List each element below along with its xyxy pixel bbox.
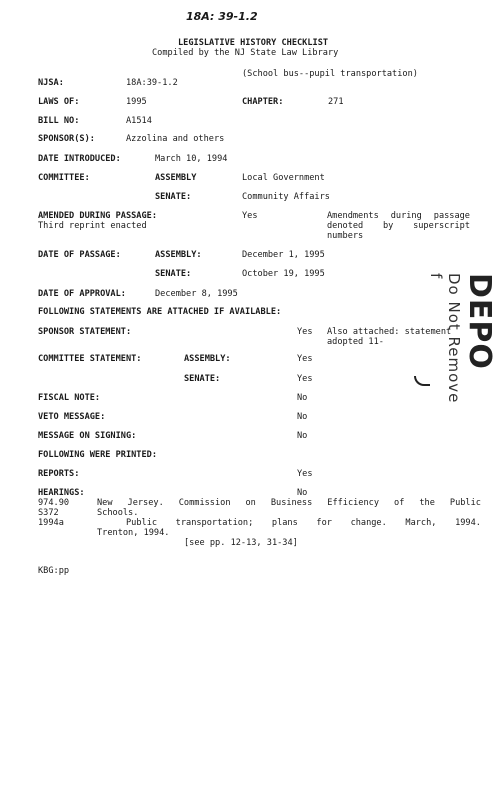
citation-word: Public: [449, 498, 481, 508]
citation-word: change.: [350, 518, 387, 528]
citation-word: Public: [126, 518, 158, 528]
call-number-1: 974.90: [38, 498, 70, 508]
initials: KBG:pp: [38, 566, 70, 576]
reports-value: Yes: [297, 469, 313, 479]
bill-label: BILL NO:: [38, 116, 80, 126]
page-subtitle: Compiled by the NJ State Law Library: [152, 48, 339, 58]
reports-label: REPORTS:: [38, 469, 80, 479]
njsa-value: 18A:39-1.2: [126, 78, 178, 88]
attached-heading: FOLLOWING STATEMENTS ARE ATTACHED IF AVAILABLE:: [38, 307, 282, 317]
amend-note-line-2: [327, 221, 470, 231]
bill-value: A1514: [126, 116, 152, 126]
committee-statement-assembly-label: ASSEMBLY:: [184, 354, 231, 364]
chapter-value: 271: [328, 97, 344, 107]
hearings-label: HEARINGS:: [38, 488, 85, 498]
amend-note-line-1: [327, 211, 470, 221]
hearing-pages: [see pp. 12-13, 31-34]: [184, 538, 298, 548]
sponsor-statement-note-2: adopted 11-: [327, 337, 384, 347]
citation-word: Jersey.: [127, 498, 164, 508]
page-title: LEGISLATIVE HISTORY CHECKLIST: [178, 38, 329, 48]
hearing-citation-line-2: Schools.: [97, 508, 139, 518]
committee-statement-assembly-value: Yes: [297, 354, 313, 364]
stamp-text-depo: DEPO: [462, 273, 497, 370]
sponsor-label: SPONSOR(S):: [38, 134, 95, 144]
amend-word: passage: [433, 211, 470, 221]
sponsor-statement-label: SPONSOR STATEMENT:: [38, 327, 132, 337]
committee-statement-senate-label: SENATE:: [184, 374, 221, 384]
introduced-label: DATE INTRODUCED:: [38, 154, 121, 164]
sponsor-statement-note: Also attached: statement: [327, 327, 452, 337]
signing-message-value: No: [297, 431, 308, 441]
depository-stamp: [347, 273, 497, 413]
handwritten-reference: 18A: 39-1.2: [186, 10, 258, 23]
citation-word: plans: [271, 518, 298, 528]
hearing-citation-line-1: [97, 498, 481, 508]
sponsor-value: Azzolina and others: [126, 134, 225, 144]
sponsor-statement-value: Yes: [297, 327, 313, 337]
committee-assembly-label: ASSEMBLY: [155, 173, 197, 183]
fiscal-note-value: No: [297, 393, 308, 403]
introduced-value: March 10, 1994: [155, 154, 228, 164]
passage-assembly-label: ASSEMBLY:: [155, 250, 202, 260]
amend-note-line-3: numbers: [327, 231, 364, 241]
chapter-label: CHAPTER:: [242, 97, 284, 107]
approval-label: DATE OF APPROVAL:: [38, 289, 126, 299]
hearing-citation-line-3: [126, 518, 481, 528]
call-number-3: 1994a: [38, 518, 64, 528]
passage-senate-label: SENATE:: [155, 269, 192, 279]
committee-label: COMMITTEE:: [38, 173, 90, 183]
veto-message-value: No: [297, 412, 308, 422]
citation-word: Commission: [178, 498, 231, 508]
amend-word: Amendments: [327, 211, 379, 221]
hearing-citation-line-4: Trenton, 1994.: [97, 528, 170, 538]
committee-senate-label: SENATE:: [155, 192, 192, 202]
committee-statement-senate-value: Yes: [297, 374, 313, 384]
citation-word: New: [97, 498, 113, 508]
passage-label: DATE OF PASSAGE:: [38, 250, 121, 260]
passage-senate-value: October 19, 1995: [242, 269, 325, 279]
signing-message-label: MESSAGE ON SIGNING:: [38, 431, 137, 441]
citation-word: the: [419, 498, 435, 508]
amended-label: AMENDED DURING PASSAGE:: [38, 211, 157, 221]
citation-word: Efficiency: [327, 498, 380, 508]
call-number-2: S372: [38, 508, 59, 518]
committee-statement-label: COMMITTEE STATEMENT:: [38, 354, 142, 364]
citation-word: of: [394, 498, 405, 508]
veto-message-label: VETO MESSAGE:: [38, 412, 106, 422]
amend-word: during: [390, 211, 422, 221]
committee-assembly-value: Local Government: [242, 173, 325, 183]
hearings-value: No: [297, 488, 308, 498]
citation-word: for: [316, 518, 332, 528]
njsa-label: NJSA:: [38, 78, 64, 88]
passage-assembly-value: December 1, 1995: [242, 250, 325, 260]
citation-word: on: [245, 498, 256, 508]
committee-senate-value: Community Affairs: [242, 192, 330, 202]
amend-word: superscript: [413, 221, 470, 231]
amend-word: denoted: [327, 221, 364, 231]
citation-word: transportation;: [175, 518, 254, 528]
amended-value: Yes: [242, 211, 258, 221]
approval-value: December 8, 1995: [155, 289, 238, 299]
fiscal-note-label: FISCAL NOTE:: [38, 393, 101, 403]
printed-heading: FOLLOWING WERE PRINTED:: [38, 450, 157, 460]
amended-note: Third reprint enacted: [38, 221, 147, 231]
stamp-text-do-not-remove: Do Not Remove f: [427, 273, 463, 404]
laws-label: LAWS OF:: [38, 97, 80, 107]
subject-line: (School bus--pupil transportation): [242, 69, 418, 79]
citation-word: Business: [270, 498, 313, 508]
citation-word: March,: [405, 518, 437, 528]
laws-value: 1995: [126, 97, 147, 107]
citation-word: 1994.: [455, 518, 481, 528]
amend-word: by: [382, 221, 394, 231]
